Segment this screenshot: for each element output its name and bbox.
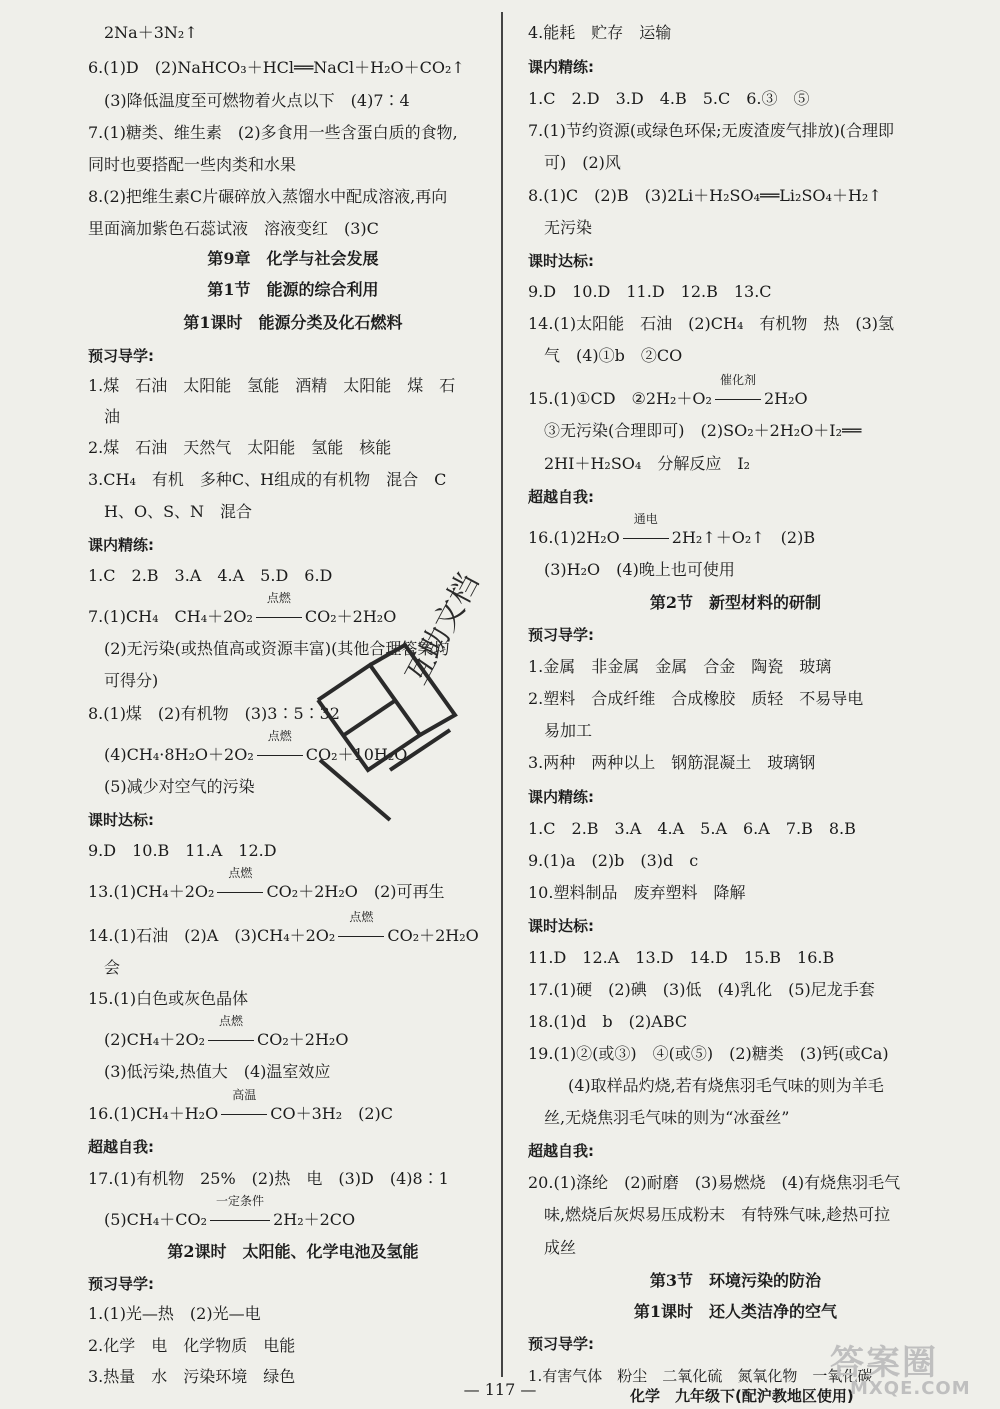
reaction-condition: 点燃	[214, 881, 266, 903]
lesson-title: 第1课时 还人类洁净的空气	[633, 1302, 838, 1321]
answer-line: (2)无污染(或热值高或资源丰富)(其他合理答案均	[104, 639, 450, 658]
answer-line: 19.(1)②(或③) ④(或⑤) (2)糖类 (3)钙(或Ca)	[528, 1044, 889, 1063]
answer-line: (3)低污染,热值大 (4)温室效应	[104, 1062, 331, 1081]
answer-line: 9.(1)a (2)b (3)d c	[528, 851, 699, 870]
answer-line: 易加工	[544, 721, 593, 740]
equation-right: 2H₂＋2CO	[273, 1210, 356, 1229]
answer-line: (3)H₂O (4)晚上也可使用	[544, 560, 735, 579]
equation-left: (2)CH₄＋2O₂	[104, 1030, 205, 1049]
section-header: 超越自我:	[88, 1138, 154, 1156]
answer-line: 里面滴加紫色石蕊试液 溶液变红 (3)C	[88, 219, 379, 238]
section-header: 课内精练:	[88, 536, 154, 554]
answer-line: 7.(1)糖类、维生素 (2)多食用一些含蛋白质的食物,	[88, 123, 458, 142]
equation-right: CO₂＋10H₂O	[305, 745, 408, 764]
answer-line: 2HI＋H₂SO₄ 分解反应 I₂	[544, 454, 751, 473]
answer-line: 1.C 2.B 3.A 4.A 5.D 6.D	[88, 566, 333, 585]
answer-line: (4)取样品灼烧,若有烧焦羽毛气味的则为羊毛	[568, 1076, 884, 1095]
answer-line: 成丝	[544, 1238, 577, 1257]
equation-right: CO₂＋2H₂O	[304, 607, 397, 626]
answer-line: 9.D 10.D 11.D 12.B 13.C	[528, 282, 772, 301]
equation-line	[104, 1014, 349, 1051]
equation-left: 16.(1)2H₂O	[528, 528, 620, 547]
site-logo: 答案圈	[830, 1343, 938, 1383]
answer-line: 气 (4)①b ②CO	[544, 346, 683, 365]
reaction-condition: 点燃	[253, 606, 305, 628]
equation-line	[88, 591, 397, 628]
answer-line: 3.两种 两种以上 钢筋混凝土 玻璃钢	[528, 753, 816, 772]
equation-line	[88, 1088, 394, 1125]
reaction-condition: 点燃	[205, 1029, 257, 1051]
page-number: — 117 —	[463, 1380, 537, 1399]
chapter-title: 第9章 化学与社会发展	[207, 249, 379, 268]
book-title: 化学 九年级下(配沪教地区使用)	[630, 1387, 854, 1405]
answer-line: 14.(1)太阳能 石油 (2)CH₄ 有机物 热 (3)氢	[528, 314, 895, 333]
answer-line: 20.(1)涤纶 (2)耐磨 (3)易燃烧 (4)有烧焦羽毛气	[528, 1173, 901, 1192]
answer-line: (5)减少对空气的污染	[104, 777, 255, 796]
answer-line: 11.D 12.A 13.D 14.D 15.B 16.B	[528, 948, 835, 967]
answer-line: 2.化学 电 化学物质 电能	[88, 1336, 296, 1355]
section-title: 第2节 新型材料的研制	[649, 593, 822, 612]
equation-line	[88, 910, 479, 947]
section-header: 课内精练:	[528, 788, 594, 806]
answer-line: 味,燃烧后灰烬易压成粉末 有特殊气味,趁热可拉	[544, 1205, 891, 1224]
section-header: 预习导学:	[528, 626, 594, 644]
reaction-condition: 通电	[620, 527, 672, 549]
equation-right: CO₂＋2H₂O (2)可再生	[266, 882, 445, 901]
answer-line: 8.(1)煤 (2)有机物 (3)3∶5∶32	[88, 704, 340, 723]
site-logo-url: MXQE.COM	[850, 1378, 971, 1399]
section-header: 预习导学:	[88, 347, 154, 365]
section-header: 课时达标:	[88, 811, 154, 829]
answer-line: 17.(1)硬 (2)碘 (3)低 (4)乳化 (5)尼龙手套	[528, 980, 875, 999]
reaction-condition: 一定条件	[207, 1209, 273, 1231]
section-header: 超越自我:	[528, 1142, 594, 1160]
answer-line: 无污染	[544, 218, 593, 237]
answer-line: 2Na＋3N₂↑	[104, 23, 198, 42]
equation-right: 2H₂↑＋O₂↑ (2)B	[671, 528, 816, 547]
answer-line: 4.能耗 贮存 运输	[528, 23, 672, 42]
reaction-condition: 点燃	[254, 744, 306, 766]
section-header: 课内精练:	[528, 58, 594, 76]
equation-line	[104, 1194, 356, 1231]
answer-line: H、O、S、N 混合	[104, 502, 253, 521]
answer-line: 15.(1)白色或灰色晶体	[88, 989, 249, 1008]
answer-line: 丝,无烧焦羽毛气味的则为“冰蚕丝”	[544, 1108, 790, 1127]
answer-line: 1.金属 非金属 金属 合金 陶瓷 玻璃	[528, 657, 832, 676]
answer-line: 会	[104, 958, 121, 977]
answer-line: (3)降低温度至可燃物着火点以下 (4)7∶4	[104, 91, 410, 110]
section-header: 课时达标:	[528, 252, 594, 270]
answer-line: 同时也要搭配一些肉类和水果	[88, 155, 297, 174]
equation-left: 15.(1)①CD ②2H₂＋O₂	[528, 389, 712, 408]
reaction-condition: 高温	[218, 1103, 270, 1125]
answer-line: 9.D 10.B 11.A 12.D	[88, 841, 277, 860]
equation-left: 14.(1)石油 (2)A (3)CH₄＋2O₂	[88, 926, 336, 945]
section-header: 预习导学:	[88, 1275, 154, 1293]
equation-right: CO₂＋2H₂O	[387, 926, 479, 945]
equation-line	[88, 866, 445, 903]
answer-line: 7.(1)节约资源(或绿色环保;无废渣废气排放)(合理即	[528, 121, 895, 140]
answer-line: 18.(1)d b (2)ABC	[528, 1012, 688, 1031]
answer-line: 可得分)	[104, 671, 159, 690]
section-title: 第1节 能源的综合利用	[207, 280, 379, 299]
section-title: 第3节 环境污染的防治	[649, 1271, 822, 1290]
answer-line: 1.C 2.D 3.D 4.B 5.C 6.③ ⑤	[528, 89, 810, 108]
equation-right: 2H₂O	[763, 389, 808, 408]
answer-line: 3.热量 水 污染环境 绿色	[88, 1367, 296, 1386]
answer-line: 2.塑料 合成纤维 合成橡胶 质轻 不易导电	[528, 689, 864, 708]
column-divider	[501, 12, 503, 1377]
answer-line: 2.煤 石油 天然气 太阳能 氢能 核能	[88, 438, 392, 457]
watermark-stamp-text: 互助文档	[399, 567, 487, 691]
section-header: 超越自我:	[528, 488, 594, 506]
answer-line: 1.(1)光—热 (2)光—电	[88, 1304, 261, 1323]
equation-left: (5)CH₄＋CO₂	[104, 1210, 208, 1229]
equation-left: (4)CH₄·8H₂O＋2O₂	[104, 745, 254, 764]
answer-line: 10.塑料制品 废弃塑料 降解	[528, 883, 746, 902]
answer-line: 1.C 2.B 3.A 4.A 5.A 6.A 7.B 8.B	[528, 819, 856, 838]
equation-left: 13.(1)CH₄＋2O₂	[88, 882, 215, 901]
answer-line: ③无污染(合理即可) (2)SO₂＋2H₂O＋I₂══	[544, 421, 862, 440]
equation-right: CO＋3H₂ (2)C	[270, 1104, 394, 1123]
equation-line	[528, 512, 816, 549]
answer-line: 3.CH₄ 有机 多种C、H组成的有机物 混合 C	[88, 470, 447, 489]
answer-line: 8.(2)把维生素C片碾碎放入蒸馏水中配成溶液,再向	[88, 187, 448, 206]
section-header: 课时达标:	[528, 917, 594, 935]
lesson-title: 第2课时 太阳能、化学电池及氢能	[167, 1242, 419, 1261]
answer-line: 油	[104, 407, 121, 426]
reaction-condition: 催化剂	[712, 388, 764, 410]
lesson-title: 第1课时 能源分类及化石燃料	[183, 313, 403, 332]
equation-line	[528, 373, 808, 410]
answer-line: 可) (2)风	[544, 153, 621, 172]
answer-line: 1.煤 石油 太阳能 氢能 酒精 太阳能 煤 石	[88, 376, 456, 395]
answer-line: 1.有害气体 粉尘 二氧化硫 氮氧化物 一氧化碳	[528, 1367, 873, 1385]
equation-left: 16.(1)CH₄＋H₂O	[88, 1104, 219, 1123]
answer-line: 6.(1)D (2)NaHCO₃＋HCl══NaCl＋H₂O＋CO₂↑	[88, 58, 465, 77]
section-header: 预习导学:	[528, 1335, 594, 1353]
equation-right: CO₂＋2H₂O	[257, 1030, 349, 1049]
answer-line: 17.(1)有机物 25% (2)热 电 (3)D (4)8∶1	[88, 1169, 449, 1188]
answer-line: 8.(1)C (2)B (3)2Li＋H₂SO₄══Li₂SO₄＋H₂↑	[528, 186, 882, 205]
equation-left: 7.(1)CH₄ CH₄＋2O₂	[88, 607, 253, 626]
reaction-condition: 点燃	[335, 925, 387, 947]
